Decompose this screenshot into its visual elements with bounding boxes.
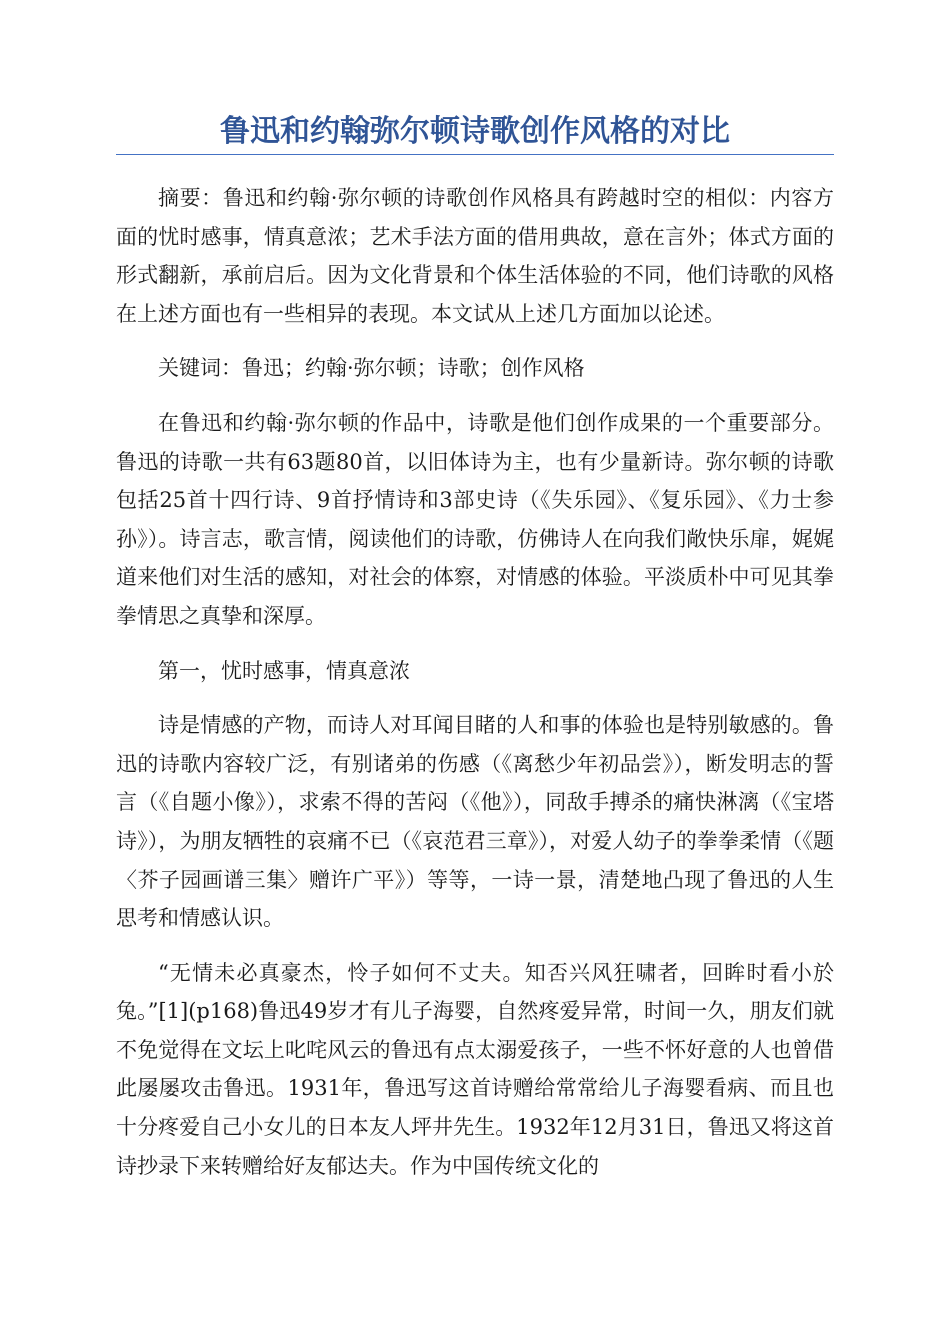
body-paragraph: 诗是情感的产物，而诗人对耳闻目睹的人和事的体验也是特别敏感的。鲁迅的诗歌内容较广泛，有别诸弟的伤感（《离愁少年初品尝》），断发明志的誓言（《自题小像》），求索不得的苦闷（《他》），同敌手搏杀的痛快淋漓（《宝塔诗》），为朋友牺牲的哀痛不已（《哀范君三章》），对爱人幼子的拳拳柔情（《题〈芥子园画谱三集〉赠许广平》）等等，一诗一景，清楚地凸现了鲁迅的人生思考和情感认识。 <box>116 713 834 931</box>
abstract-paragraph: 摘要：鲁迅和约翰·弥尔顿的诗歌创作风格具有跨越时空的相似：内容方面的忧时感事，情真意浓；艺术手法方面的借用典故，意在言外；体式方面的形式翻新，承前启后。因为文化背景和个体生活体验的不同，他们诗歌的风格在上述方面也有一些相异的表现。本文试从上述几方面加以论述。 <box>116 186 834 326</box>
keywords-paragraph: 关键词：鲁迅；约翰·弥尔顿；诗歌；创作风格 <box>158 356 585 381</box>
document-page <box>116 112 834 1201</box>
intro-paragraph: 在鲁迅和约翰·弥尔顿的作品中，诗歌是他们创作成果的一个重要部分。鲁迅的诗歌一共有63题80首，以旧体诗为主，也有少量新诗。弥尔顿的诗歌包括25首十四行诗、9首抒情诗和3部史诗（《失乐园》、《复乐园》、《力士参孙》）。诗言志，歌言情，阅读他们的诗歌，仿佛诗人在向我们敞快乐扉，娓娓道来他们对生活的感知，对社会的体察，对情感的体验。平淡质朴中可见其拳拳情思之真挚和深厚。 <box>116 410 834 628</box>
body-paragraph: “无情未必真豪杰，怜子如何不丈夫。知否兴风狂啸者，回眸时看小於兔。”[1](p168)鲁迅49岁才有儿子海婴，自然疼爱异常，时间一久，朋友们就不免觉得在文坛上叱咤风云的鲁迅有点太溺爱孩子，一些不怀好意的人也曾借此屡屡攻击鲁迅。1931年，鲁迅写这首诗赠给常常给儿子海婴看病、而且也十分疼爱自己小女儿的日本友人坪井先生。1932年12月31日，鲁迅又将这首诗抄录下来转赠给好友郁达夫。作为中国传统文化的 <box>116 960 834 1178</box>
section-heading: 第一，忧时感事，情真意浓 <box>158 658 410 683</box>
title-underline <box>116 154 834 155</box>
document-title: 鲁迅和约翰弥尔顿诗歌创作风格的对比 <box>220 114 730 149</box>
